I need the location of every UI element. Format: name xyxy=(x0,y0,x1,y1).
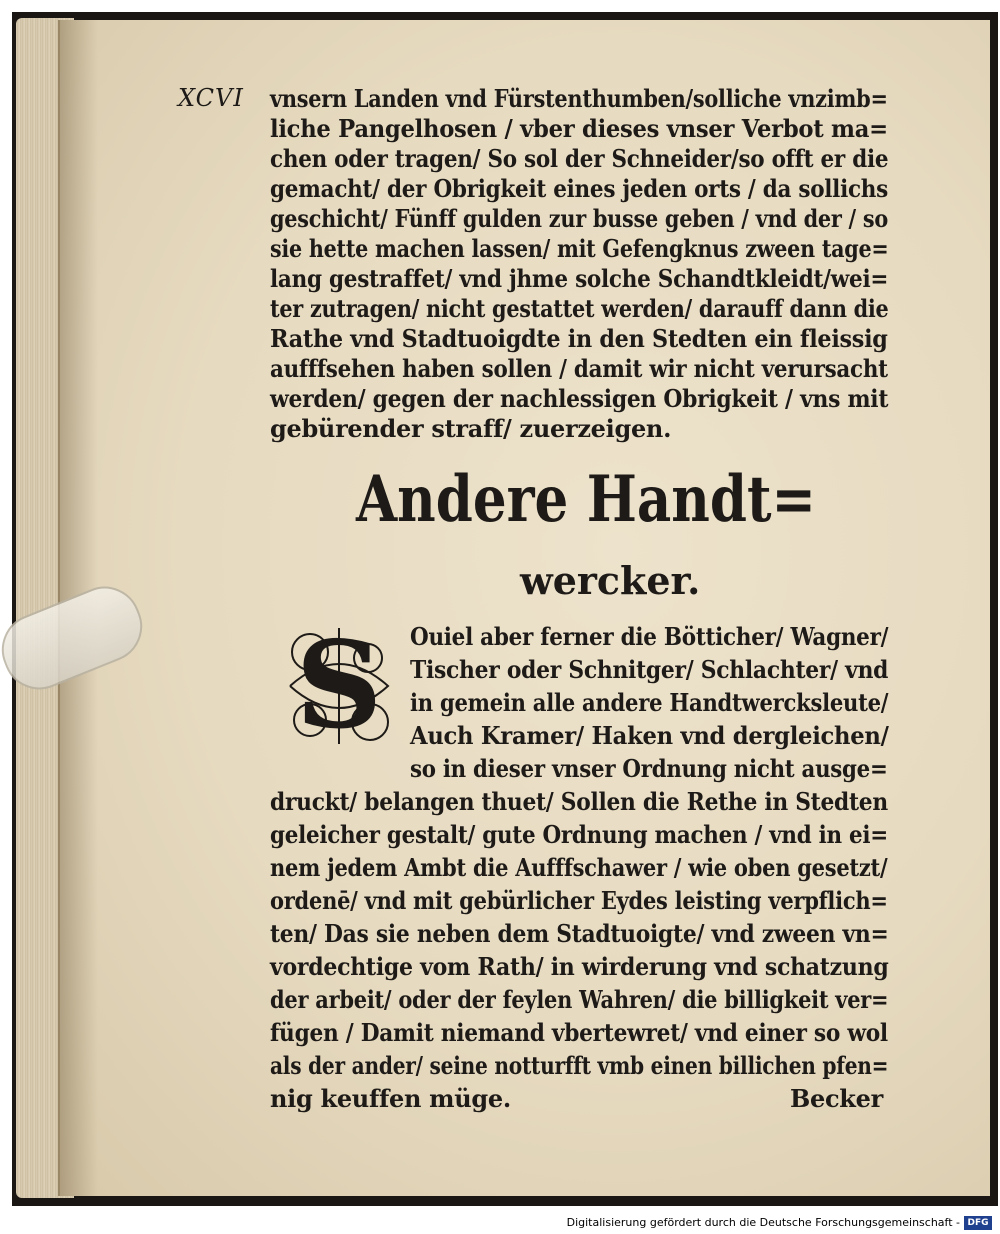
text-line: Auch Kramer/ Haken vnd dergleichen/ xyxy=(410,721,889,750)
text-line: liche Pangelhosen / vber dieses vnser Verbot ma= xyxy=(270,114,888,143)
text-line: fügen / Damit niemand vbertewret/ vnd einer so wol xyxy=(270,1018,888,1047)
footer xyxy=(0,1214,1000,1234)
text-line: gemacht/ der Obrigkeit eines jeden orts / da sollichs xyxy=(270,174,889,203)
text-line: vordechtige vom Rath/ in wirderung vnd schatzung xyxy=(270,952,889,981)
text-line: in gemein alle andere Handtwercksleute/ xyxy=(410,688,889,717)
decorated-initial xyxy=(280,615,398,756)
text-line: ter zutragen/ nicht gestattet werden/ darauff dann die xyxy=(270,294,889,323)
text-line: lang gestraffet/ vnd jhme solche Schandtkleidt/wei= xyxy=(270,264,889,293)
text-line: als der ander/ seine notturfft vmb einen billichen pfen= xyxy=(270,1051,889,1080)
dfg-logo: DFG xyxy=(964,1216,992,1230)
text-line: geschicht/ Fünff gulden zur busse geben / vnd der / so xyxy=(270,204,888,233)
text-line: Rathe vnd Stadtuoigdte in den Stedten ein fleissig xyxy=(270,324,888,353)
text-line: ordenē/ vnd mit gebürlicher Eydes leisting verpflich= xyxy=(270,886,888,915)
text-line: so in dieser vnser Ordnung nicht ausge= xyxy=(410,754,888,783)
text-line: gebürender straff/ zuerzeigen. xyxy=(270,414,672,443)
text-line: der arbeit/ oder der feylen Wahren/ die billigkeit ver= xyxy=(270,985,889,1014)
text-line: druckt/ belangen thuet/ Sollen die Rethe in Stedten xyxy=(270,787,888,816)
text-line: chen oder tragen/ So sol der Schneider/so offt er die xyxy=(270,144,889,173)
text-line: Tischer oder Schnitger/ Schlachter/ vnd xyxy=(410,655,889,684)
text-line: geleicher gestalt/ gute Ordnung machen / vnd in ei= xyxy=(270,820,888,849)
footer-credit: Digitalisierung gefördert durch die Deutsche Forschungsgemeinschaft - xyxy=(566,1216,960,1229)
text-line: sie hette machen lassen/ mit Gefengknus zween tage= xyxy=(270,234,889,263)
catchword: Becker xyxy=(790,1084,883,1113)
text-line: Ouiel aber ferner die Bötticher/ Wagner/ xyxy=(410,622,889,651)
text-line: ten/ Das sie neben dem Stadtuoigte/ vnd zween vn= xyxy=(270,919,889,948)
section-heading-continuation: wercker. xyxy=(520,558,701,603)
text-line: nem jedem Ambt die Aufffschawer / wie oben gesetzt/ xyxy=(270,853,888,882)
section-heading: Andere Handt= xyxy=(356,462,816,537)
text-line: nig keuffen müge. xyxy=(270,1084,511,1113)
text-line: werden/ gegen der nachlessigen Obrigkeit / vns mit xyxy=(270,384,889,413)
text-line: vnsern Landen vnd Fürstenthumben/solliche vnzimb= xyxy=(270,84,888,113)
initial-letter: S xyxy=(295,615,383,756)
folio-number: XCVI xyxy=(178,84,244,112)
text-line: aufffsehen haben sollen / damit wir nicht verursacht xyxy=(270,354,888,383)
